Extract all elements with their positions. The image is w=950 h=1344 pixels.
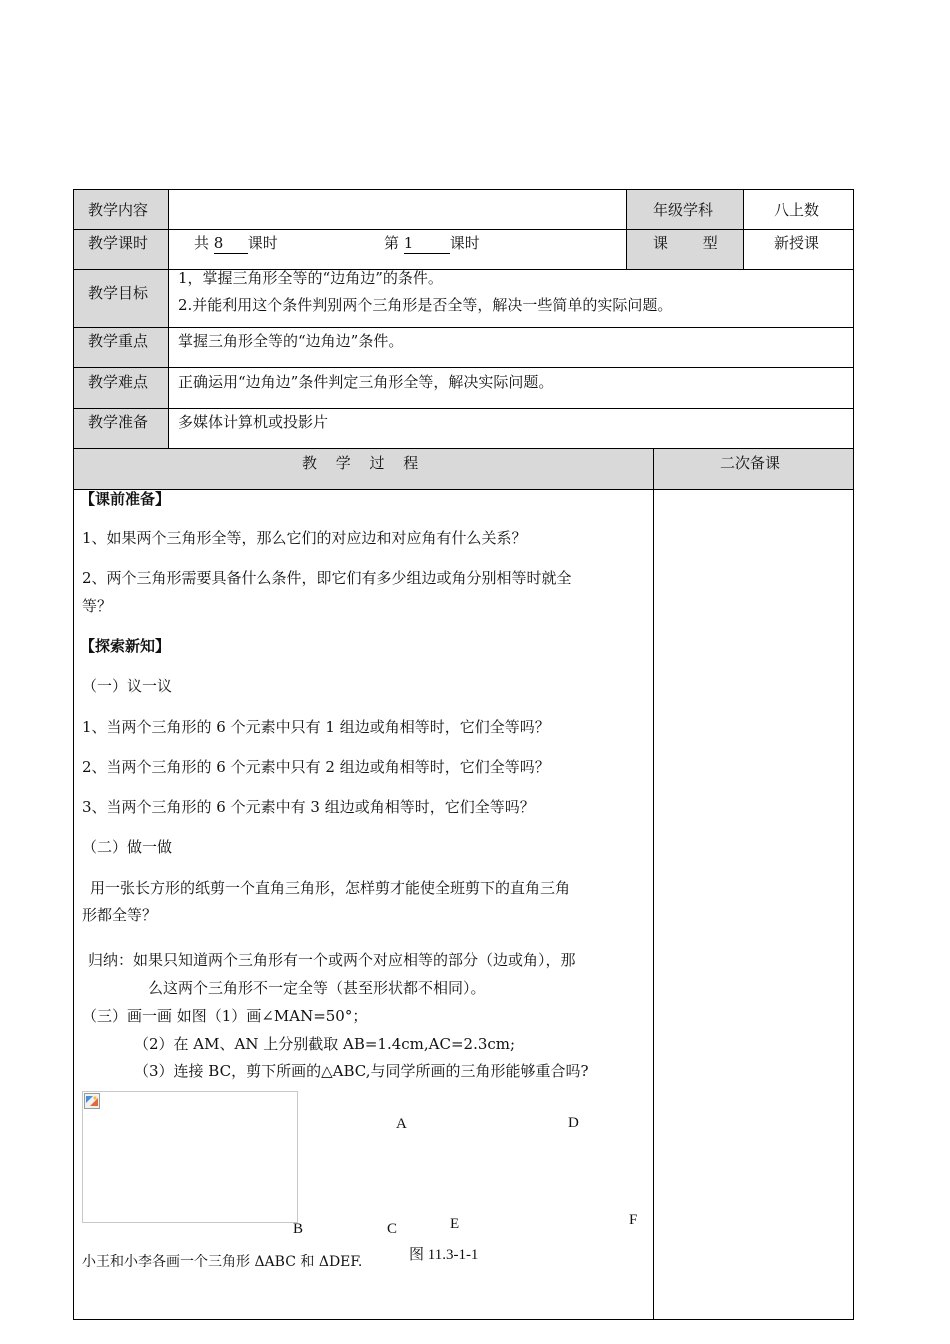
summary-line-1: 归纳：如果只知道两个三角形有一个或两个对应相等的部分（边或角），那 (88, 951, 576, 969)
draw-step-2: （2）在 AM、AN 上分别截取 AB=1.4cm,AC=2.3cm; (134, 1035, 516, 1053)
total-hours-prefix: 共 (194, 234, 210, 252)
do-text-line-1: 用一张长方形的纸剪一个直角三角形，怎样剪才能使全班剪下的直角三角 (90, 879, 571, 897)
explore-section-title: 【探索新知】 (80, 637, 171, 655)
prep-question-2-line-2: 等？ (82, 597, 113, 615)
total-hours-value: 8 (214, 233, 248, 254)
row-label-hours: 教学课时 (88, 234, 149, 252)
vertex-label-d: D (568, 1115, 579, 1131)
figure-caption: 图 11.3-1-1 (409, 1247, 479, 1263)
total-hours-suffix: 课时 (247, 234, 278, 252)
do-subtitle: （二）做一做 (82, 838, 173, 856)
vertex-label-a: A (396, 1116, 407, 1132)
vertex-label-e: E (450, 1216, 460, 1232)
draw-step-1: （三）画一画 如图（1）画∠MAN=50°； (82, 1007, 368, 1025)
current-hour-value: 1 (404, 233, 450, 254)
grade-subject-value: 八上数 (774, 201, 820, 219)
process-header: 教 学 过 程 (302, 454, 419, 472)
discuss-question-1: 1、当两个三角形的 6 个元素中只有 1 组边或角相等时，它们全等吗？ (82, 718, 550, 736)
current-hour-prefix: 第 (384, 234, 400, 252)
vertex-label-b: B (293, 1221, 304, 1237)
discuss-question-3: 3、当两个三角形的 6 个元素中有 3 组边或角相等时，它们全等吗？ (82, 798, 535, 816)
table-border-top (73, 189, 854, 190)
grade-value-col-divider (743, 189, 744, 270)
current-hour (384, 233, 480, 254)
discuss-subtitle: （一）议一议 (82, 677, 173, 695)
row-label-goals: 教学目标 (88, 284, 149, 302)
figure-image-placeholder (82, 1091, 298, 1223)
final-sentence: 小王和小李各画一个三角形 ΔABC 和 ΔDEF. (82, 1254, 363, 1270)
total-hours (194, 233, 278, 254)
key-points-text: 掌握三角形全等的“边角边”条件。 (178, 332, 404, 350)
grade-subject-label: 年级学科 (653, 201, 714, 219)
row-divider (73, 408, 854, 409)
second-prep-header: 二次备课 (720, 454, 781, 472)
table-border-left (73, 189, 74, 1320)
row-divider (73, 448, 854, 449)
second-prep-col-divider (653, 448, 654, 1320)
prep-section-title: 【课前准备】 (80, 490, 171, 508)
draw-step-3: （3）连接 BC，剪下所画的△ABC,与同学所画的三角形能够重合吗? (134, 1062, 589, 1080)
label-col-divider (168, 189, 169, 449)
difficulties-text: 正确运用“边角边”条件判定三角形全等，解决实际问题。 (178, 373, 554, 391)
preparation-text: 多媒体计算机或投影片 (178, 413, 329, 431)
current-hour-suffix: 课时 (449, 234, 480, 252)
discuss-question-2: 2、当两个三角形的 6 个元素中只有 2 组边或角相等时，它们全等吗？ (82, 758, 550, 776)
vertex-label-f: F (629, 1212, 638, 1228)
row-label-preparation: 教学准备 (88, 413, 149, 431)
lesson-type-value: 新授课 (774, 234, 820, 252)
row-label-key-points: 教学重点 (88, 332, 149, 350)
row-divider (73, 229, 854, 230)
do-text-line-2: 形都全等？ (82, 906, 158, 924)
vertex-label-c: C (387, 1221, 398, 1237)
table-border-right (853, 189, 854, 1320)
prep-question-1: 1、如果两个三角形全等，那么它们的对应边和对应角有什么关系？ (82, 529, 527, 547)
row-label-difficulties: 教学难点 (88, 373, 149, 391)
row-divider (73, 489, 854, 490)
goal-line-1: 1，掌握三角形全等的“边角边”的条件。 (178, 269, 443, 287)
summary-line-2: 么这两个三角形不一定全等（甚至形状都不相同）。 (148, 979, 486, 997)
row-divider (73, 367, 854, 368)
grade-col-divider (626, 189, 627, 270)
broken-image-icon (84, 1093, 100, 1109)
goal-line-2: 2.并能利用这个条件判别两个三角形是否全等，解决一些简单的实际问题。 (178, 296, 673, 314)
lesson-type-label: 课 型 (653, 234, 718, 252)
table-border-bottom (73, 1319, 854, 1320)
row-divider (73, 327, 854, 328)
row-label-content: 教学内容 (88, 201, 149, 219)
prep-question-2-line-1: 2、两个三角形需要具备什么条件，即它们有多少组边或角分别相等时就全 (82, 569, 572, 587)
